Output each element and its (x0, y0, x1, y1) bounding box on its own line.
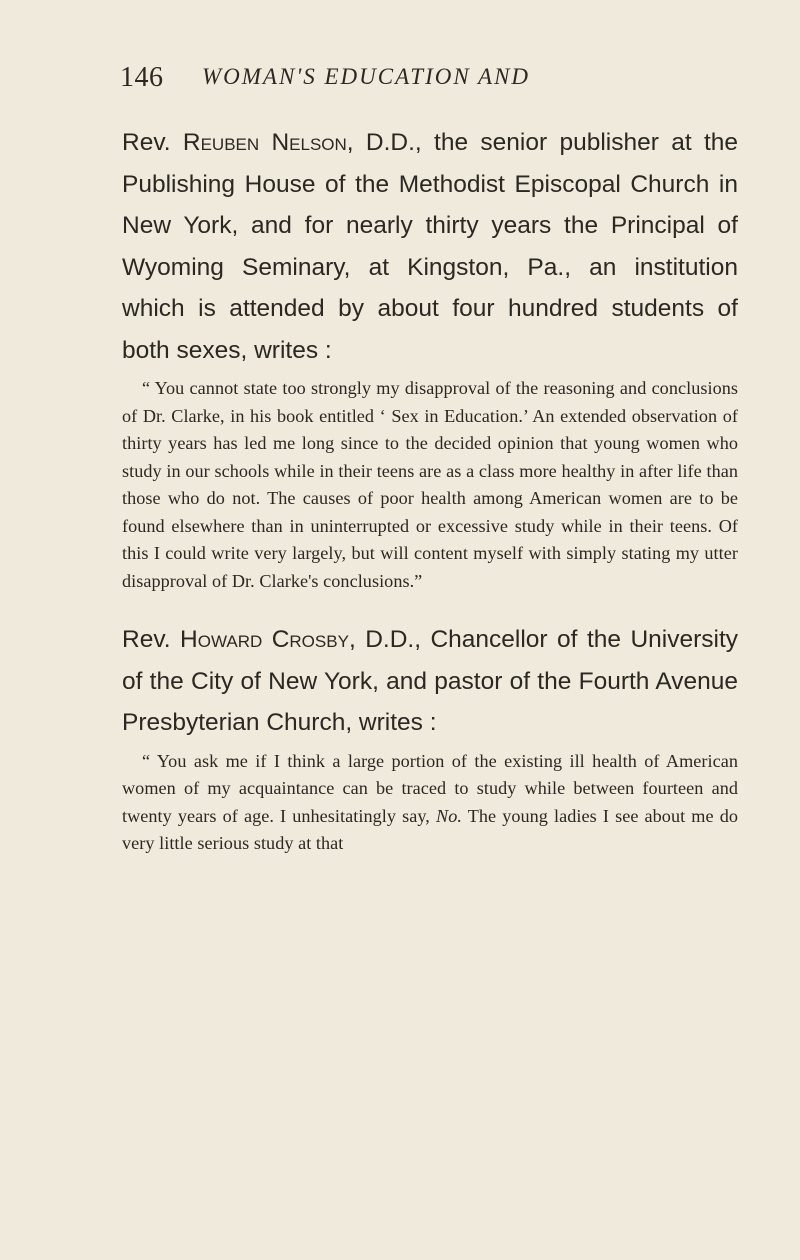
page-header (120, 60, 740, 100)
crosby-quote-start: “ You ask me if I think a large portion of the existing ill health of American women of my acquaintance can be traced to study while between fourteen and twenty years of age. I unhesitatingly say, (122, 750, 738, 826)
nelson-suffix: , D.D., (346, 129, 422, 156)
crosby-intro-text: Chancellor of the University of the City of New York, and pastor of the Fourth Avenue Presbyterian Church, writes : (122, 626, 739, 736)
nelson-quote: “ You cannot state too strongly my disapproval of the reasoning and conclusions of Dr. Clarke, in his book entitled ‘ Sex in Education.’ An extended observation of thirty years has led me long since to the decided opinion that young women who study in our schools while in their teens are as a class more healthy in after life than those who do not. The causes of poor health among American women are to be found elsewhere than in uninterrupted or excessive study while in their teens. Of this I could write very largely, but will content myself with simply stating my utter disapproval of Dr. Clarke's conclusions.” (122, 378, 738, 591)
crosby-quote-emphasis: No. (436, 805, 462, 826)
running-head: WOMAN'S EDUCATION AND (202, 64, 531, 89)
crosby-quote-end: The young ladies I see about me do very little serious study at that (122, 805, 738, 853)
page-body (122, 122, 738, 858)
crosby-suffix: , D.D., (348, 626, 422, 653)
nelson-intro-paragraph (122, 122, 738, 371)
nelson-intro-text: the senior publisher at the Publishing House of the Methodist Episcopal Church in New York, and for nearly thirty years the Principal of Wyoming Seminary, at Kingston, Pa., an institution which is attended by about four hundred students of both sexes, writes : (122, 129, 738, 364)
crosby-quote (122, 748, 738, 858)
crosby-title: Rev. (122, 626, 171, 653)
crosby-name: Howard Crosby (180, 626, 349, 653)
page-number: 146 (120, 62, 164, 93)
nelson-title: Rev. (122, 129, 171, 156)
section-gap (122, 595, 738, 619)
crosby-intro-paragraph (122, 619, 738, 744)
nelson-name: Reuben Nelson (182, 129, 347, 156)
